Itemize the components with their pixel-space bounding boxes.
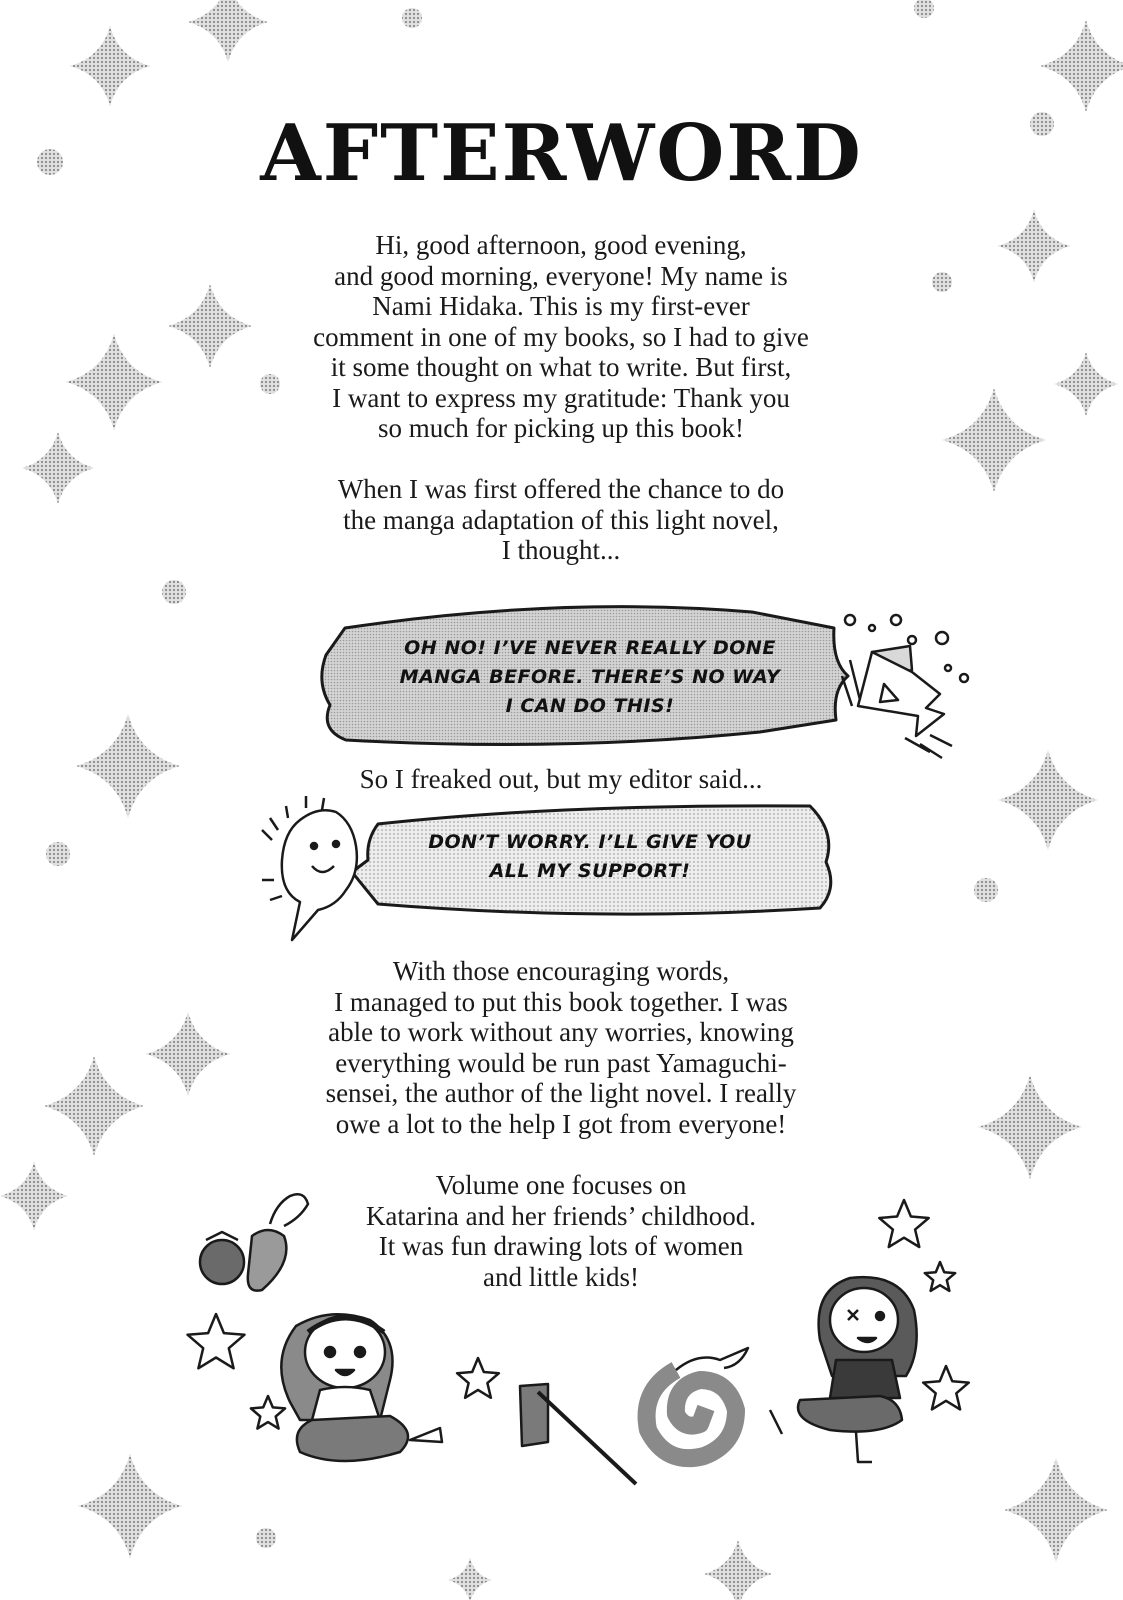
star-icon: [457, 1358, 499, 1398]
paragraph-volume-one: Volume one focuses on Katarina and her friends’ childhood. It was fun drawing lots of women and little kids!: [365, 1170, 757, 1292]
girl-character-icon: [281, 1314, 442, 1461]
snake-icon: [647, 1348, 748, 1458]
katarina-character-icon: [770, 1277, 917, 1462]
star-icon: [251, 1396, 285, 1429]
star-icon: [923, 1366, 969, 1409]
star-icon: [925, 1262, 955, 1291]
paragraph-freaked-out: So I freaked out, but my editor said...: [359, 764, 763, 794]
vegetables-icon: [200, 1194, 308, 1290]
page-title: AFTERWORD: [260, 108, 863, 199]
star-icon: [879, 1200, 928, 1247]
paragraph-offer: When I was first offered the chance to do the manga adaptation of this light novel, I thought...: [337, 474, 785, 565]
paragraph-encouragement: With those encouraging words, I managed to put this book together. I was able to work without any worries, knowing everything would be run past Yamaguchi- sensei, the author of the light novel. I really owe a lot to the help I got from everyone!: [325, 956, 797, 1139]
bubble-panic-text: OH NO! I’VE NEVER REALLY DONE MANGA BEFORE. THERE’S NO WAY I CAN DO THIS!: [399, 637, 781, 717]
paragraph-intro: Hi, good afternoon, good evening, and good morning, everyone! My name is Nami Hidaka. This is my first-ever comment in one of my books, so I had to give it some thought on what to write. But first, I want to express my gratitude: Thank you so much for picking up this book!: [313, 230, 809, 443]
bubble-support-text: DON’T WORRY. I’LL GIVE YOU ALL MY SUPPORT!: [428, 831, 752, 882]
hoe-icon: [520, 1384, 636, 1484]
star-icon: [188, 1314, 245, 1368]
